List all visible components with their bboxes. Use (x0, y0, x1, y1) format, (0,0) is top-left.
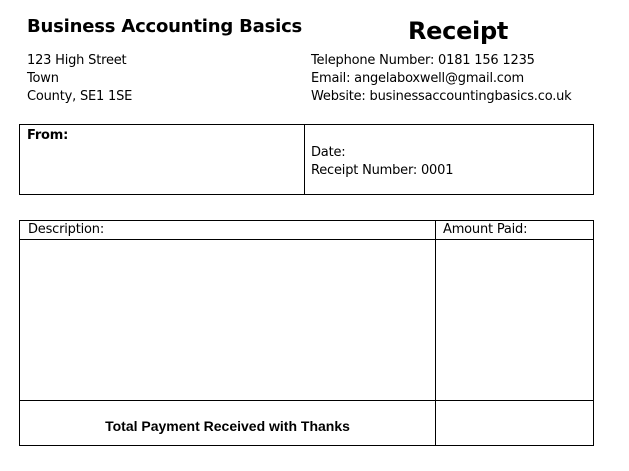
website-address: Website: businessaccountingbasics.co.uk (311, 89, 572, 104)
company-contact (311, 52, 572, 106)
address-line-1: 123 High Street (27, 53, 127, 68)
from-date-box (19, 124, 594, 195)
description-cell[interactable] (20, 240, 435, 400)
receipt-number: Receipt Number: 0001 (311, 163, 454, 178)
items-table (19, 220, 594, 446)
from-label: From: (27, 128, 69, 143)
description-column-header: Description: (28, 222, 105, 237)
amount-paid-cell[interactable] (436, 240, 593, 400)
date-label: Date: (311, 145, 346, 160)
document-title: Receipt (408, 17, 509, 45)
telephone-number: Telephone Number: 0181 156 1235 (311, 53, 535, 68)
address-line-3: County, SE1 1SE (27, 89, 133, 104)
company-name: Business Accounting Basics (27, 16, 303, 37)
info-box-divider (304, 125, 305, 194)
company-address (27, 52, 132, 106)
date-receipt-block (311, 144, 453, 180)
address-line-2: Town (27, 71, 59, 86)
email-address: Email: angelaboxwell@gmail.com (311, 71, 524, 86)
total-amount-cell[interactable] (436, 401, 593, 445)
amount-paid-column-header: Amount Paid: (443, 222, 528, 237)
total-payment-label: Total Payment Received with Thanks (105, 418, 350, 434)
